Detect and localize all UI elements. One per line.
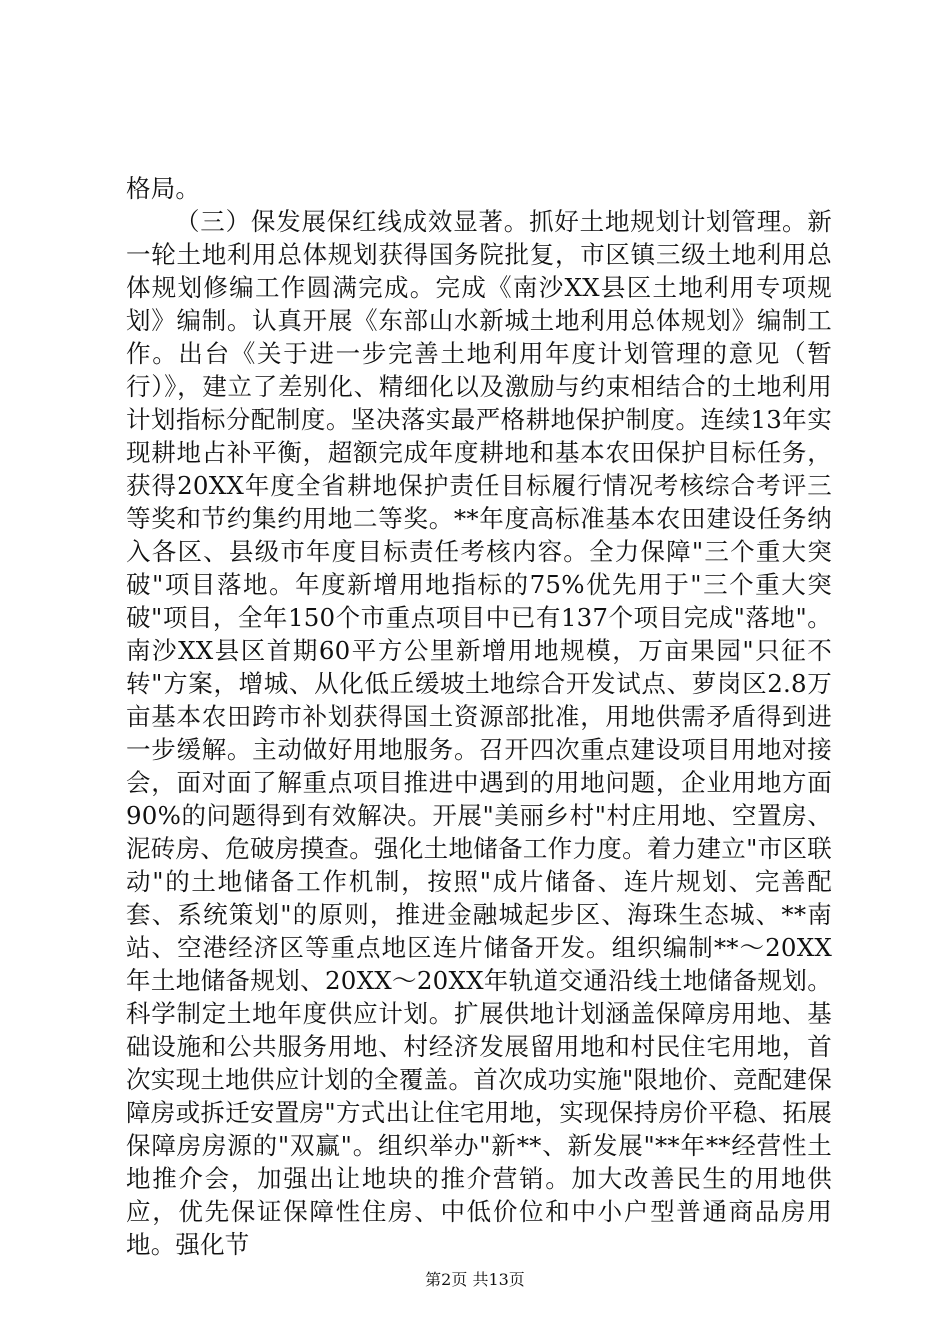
document-body [126, 172, 832, 1261]
paragraph-2: （三）保发展保红线成效显著。抓好土地规划计划管理。新一轮土地利用总体规划获得国务院批复，市区镇三级土地利用总体规划修编工作圆满完成。完成《南沙XX县区土地利用专项规划》编制。认真开展《东部山水新城土地利用总体规划》编制工作。出台《关于进一步完善土地利用年度计划管理的意见（暂行）》，建立了差别化、精细化以及激励与约束相结合的土地利用计划指标分配制度。坚决落实最严格耕地保护制度。连续13年实现耕地占补平衡，超额完成年度耕地和基本农田保护目标任务，获得20XX年度全省耕地保护责任目标履行情况考核综合考评三等奖和节约集约用地二等奖。**年度高标准基本农田建设任务纳入各区、县级市年度目标责任考核内容。全力保障"三个重大突破"项目落地。年度新增用地指标的75%优先用于"三个重大突破"项目，全年150个市重点项目中已有137个项目完成"落地"。南沙XX县区首期60平方公里新增用地规模，万亩果园"只征不转"方案，增城、从化低丘缓坡土地综合开发试点、萝岗区2.8万亩基本农田跨市补划获得国土资源部批准，用地供需矛盾得到进一步缓解。主动做好用地服务。召开四次重点建设项目用地对接会，面对面了解重点项目推进中遇到的用地问题，企业用地方面90%的问题得到有效解决。开展"美丽乡村"村庄用地、空置房、泥砖房、危破房摸查。强化土地储备工作力度。着力建立"市区联动"的土地储备工作机制，按照"成片储备、连片规划、完善配套、系统策划"的原则，推进金融城起步区、海珠生态城、**南站、空港经济区等重点地区连片储备开发。组织编制**～20XX年土地储备规划、20XX～20XX年轨道交通沿线土地储备规划。科学制定土地年度供应计划。扩展供地计划涵盖保障房用地、基础设施和公共服务用地、村经济发展留用地和村民住宅用地，首次实现土地供应计划的全覆盖。首次成功实施"限地价、竞配建保障房或拆迁安置房"方式出让住宅用地，实现保持房价平稳、拓展保障房房源的"双赢"。组织举办"新**、新发展"**年**经营性土地推介会，加强出让地块的推介营销。加大改善民生的用地供应，优先保证保障性住房、中低价位和中小户型普通商品房用地。强化节 [126, 207, 832, 1259]
page-footer [0, 1270, 950, 1290]
page-number: 第2页 共13页 [425, 1270, 525, 1289]
paragraph-1: 格局。 [126, 174, 201, 203]
